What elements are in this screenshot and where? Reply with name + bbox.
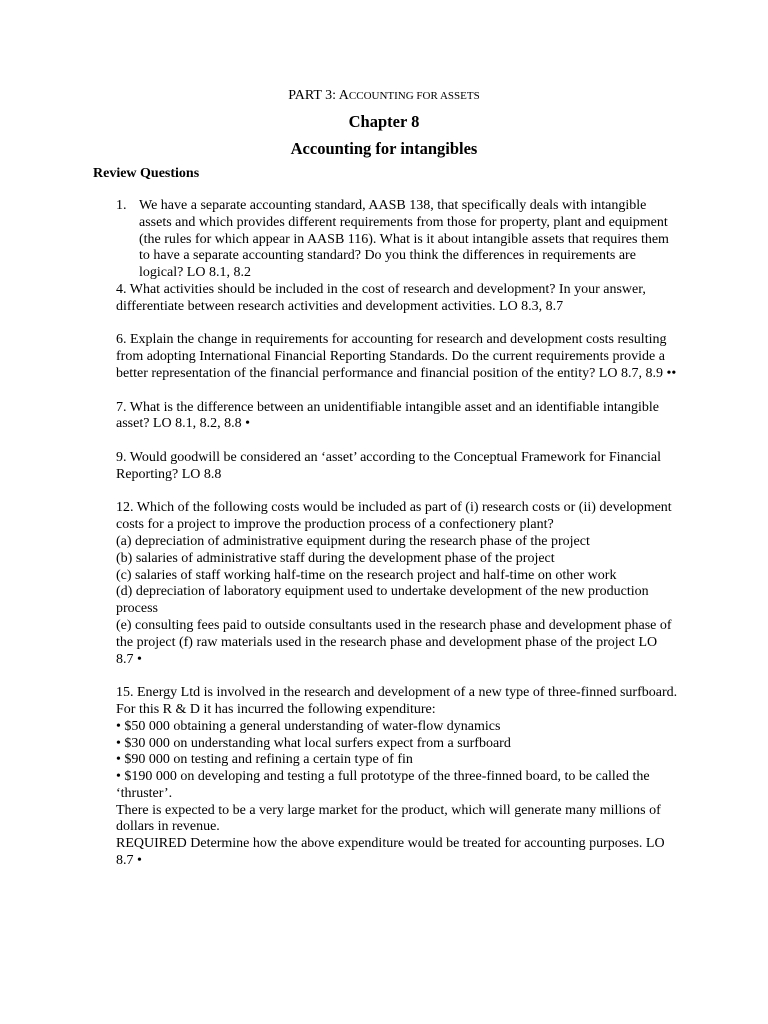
question-12-item-a: (a) depreciation of administrative equipment during the research phase of the project [116,533,590,549]
part-heading [0,87,768,105]
question-9: 9. Would goodwill be considered an ‘asset’ according to the Conceptual Framework for Financial Reporting? LO 8.8 [116,449,661,482]
question-12-item-c: (c) salaries of staff working half-time on the research project and half-time on other work [116,567,617,583]
question-1 [116,198,678,282]
question-12-item-ef: (e) consulting fees paid to outside consultants used in the research phase and development phase of the project (f) raw materials used in the research phase and development phase of the project LO 8.7 • [116,617,672,667]
question-4: 4. What activities should be included in the cost of research and development? In your answer, differentiate between research activities and development activities. LO 8.3, 8.7 [116,281,646,314]
chapter-heading: Chapter 8 [348,112,420,131]
question-15-bullet-3: • $90 000 on testing and refining a certain type of fin [116,752,413,768]
question-15-required: REQUIRED Determine how the above expenditure would be treated for accounting purposes. LO 8.7 • [116,836,665,869]
questions-body [116,198,678,870]
question-6: 6. Explain the change in requirements for accounting for research and development costs resulting from adopting International Financial Reporting Standards. Do the current requirements provide a better representation of the financial performance and financial position of the entity? LO 8.7, 8.9 •• [116,332,677,381]
question-15-market: There is expected to be a very large market for the product, which will generate many millions of dollars in revenue. [116,802,661,835]
question-12-item-b: (b) salaries of administrative staff during the development phase of the project [116,550,555,566]
question-15-bullet-2: • $30 000 on understanding what local surfers expect from a surfboard [116,735,511,751]
part-rest: CCOUNTING FOR ASSETS [348,90,480,102]
section-heading: Review Questions [93,166,200,181]
question-15-bullet-1: • $50 000 obtaining a general understanding of water-flow dynamics [116,718,501,734]
question-15-intro: 15. Energy Ltd is involved in the research and development of a new type of three-finned surfboard. For this R & D it has incurred the following expenditure: [116,685,678,717]
question-12-item-d: (d) depreciation of laboratory equipment used to undertake development of the new production process [116,584,649,617]
question-1-number: 1. [116,198,127,213]
question-15-bullet-4: • $190 000 on developing and testing a full prototype of the three-finned board, to be called the ‘thruster’. [116,769,650,801]
part-prefix: PART 3: A [288,88,349,103]
question-1-text: We have a separate accounting standard, AASB 138, that specifically deals with intangible assets and which provides different requirements from those for property, plant and equipment (the rules for which appear in AASB 116). What is it about intangible assets that requires them to have a separate accounting standard? Do you think the differences in requirements are logical? LO 8.1, 8.2 [139,198,669,281]
chapter-title: Accounting for intangibles [290,139,478,158]
question-12-intro: 12. Which of the following costs would be included as part of (i) research costs or (ii) development costs for a project to improve the production process of a confectionery plant? [116,500,672,533]
question-7: 7. What is the difference between an unidentifiable intangible asset and an identifiable intangible asset? LO 8.1, 8.2, 8.8 • [116,399,659,432]
